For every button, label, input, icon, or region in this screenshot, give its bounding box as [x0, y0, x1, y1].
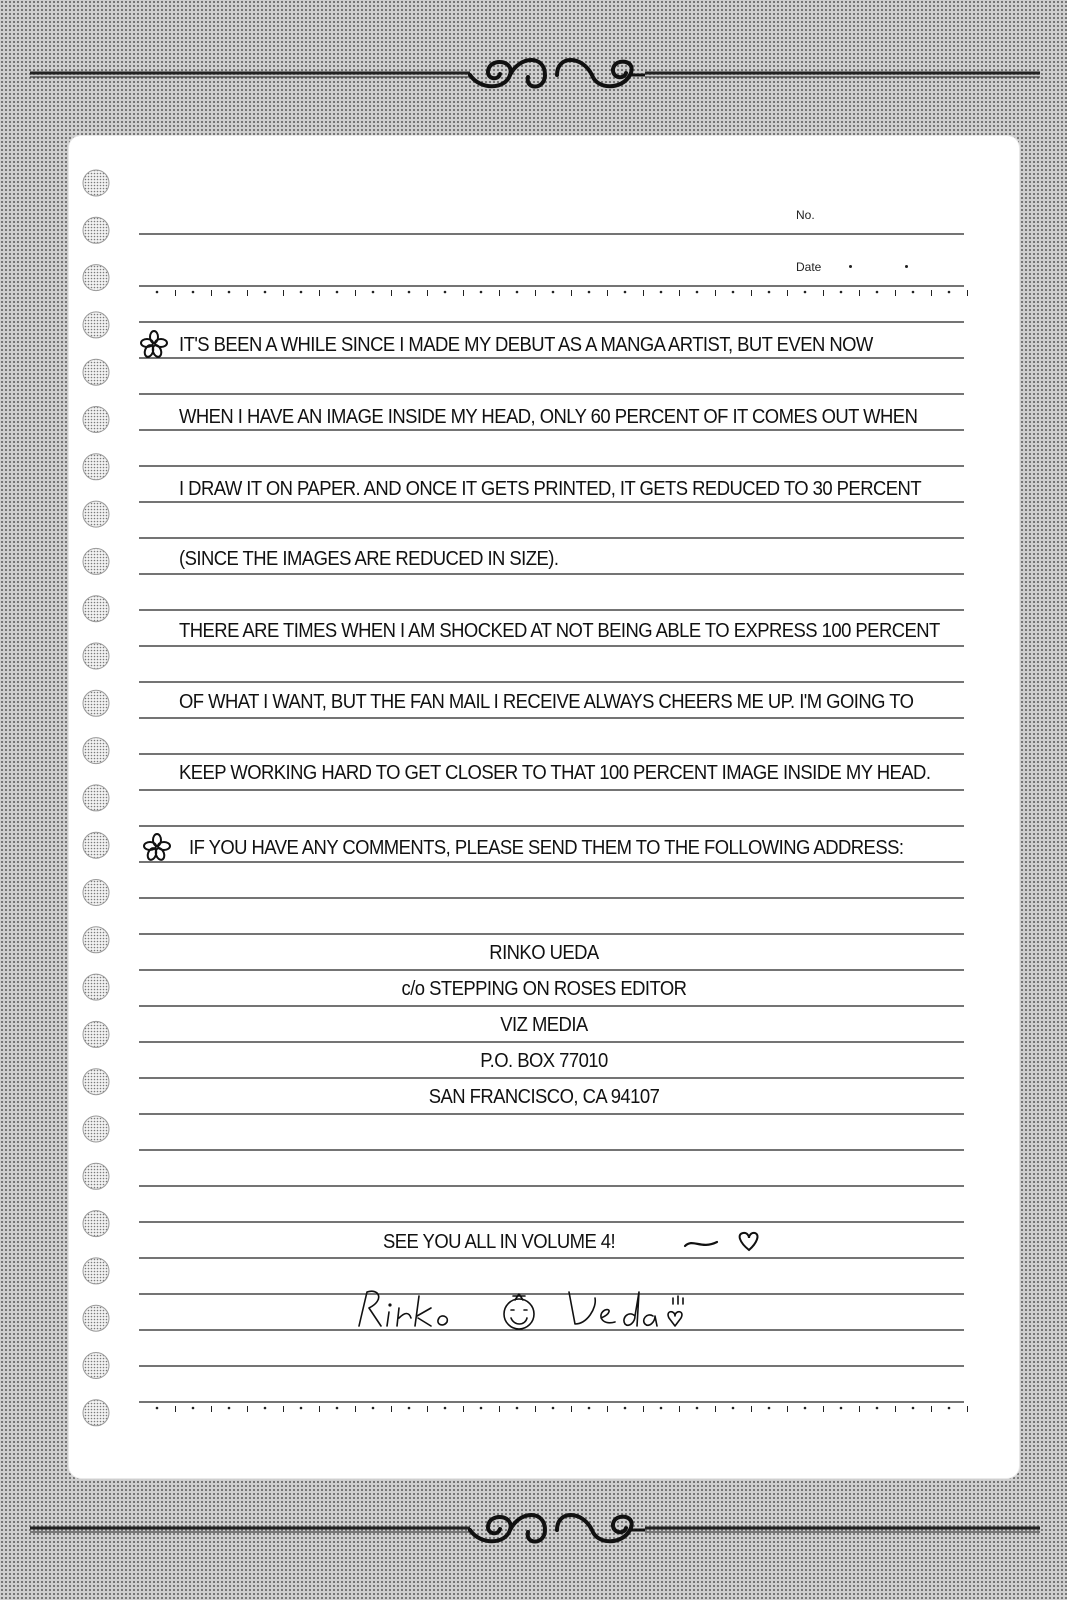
binder-hole [83, 1116, 109, 1142]
ruler-tick [787, 1406, 788, 1412]
ruler-dot [840, 291, 843, 294]
ruler-dot [192, 1407, 195, 1410]
top-ornament-divider [0, 45, 1067, 105]
address-line: SAN FRANCISCO, CA 94107 [428, 1085, 660, 1108]
ruler-dot [300, 291, 303, 294]
ruler-tick [571, 290, 572, 296]
binder-hole [83, 548, 109, 574]
ruler-tick [823, 290, 824, 296]
ruler-tick [427, 290, 428, 296]
ruler-dot [732, 291, 735, 294]
note-line: IF YOU HAVE ANY COMMENTS, PLEASE SEND THEM TO THE FOLLOWING ADDRESS: [189, 836, 904, 859]
ruler-tick [895, 290, 896, 296]
binder-hole [83, 170, 109, 196]
ruler-dot [876, 1407, 879, 1410]
ruler-dot [228, 1407, 231, 1410]
ruler-tick [931, 290, 932, 296]
ruler-dot [552, 1407, 555, 1410]
binder-hole [83, 927, 109, 953]
ruler-dot [444, 1407, 447, 1410]
ruler-tick [607, 290, 608, 296]
ruler-dot [192, 291, 195, 294]
ruler-tick [499, 1406, 500, 1412]
binder-hole [83, 265, 109, 291]
ruler-dot [696, 1407, 699, 1410]
ruler-dot [300, 1407, 303, 1410]
binder-hole [83, 1163, 109, 1189]
ruler-tick [751, 290, 752, 296]
binder-hole [83, 1211, 109, 1237]
ruler-tick [175, 290, 176, 296]
tilde-heart-icon [681, 1226, 761, 1256]
ruler-tick [535, 1406, 536, 1412]
notebook-page [69, 136, 1019, 1478]
ruler-dot [660, 1407, 663, 1410]
note-line: I DRAW IT ON PAPER. AND ONCE IT GETS PRINTED, IT GETS REDUCED TO 30 PERCENT [179, 477, 922, 500]
ruler-tick [211, 1406, 212, 1412]
ruler-tick [751, 1406, 752, 1412]
binder-hole [83, 1353, 109, 1379]
binder-hole [83, 974, 109, 1000]
ruler-dot [408, 1407, 411, 1410]
binder-hole [83, 217, 109, 243]
ruler-dot [264, 291, 267, 294]
ruler-dot [588, 291, 591, 294]
ruler-tick [895, 1406, 896, 1412]
binder-hole [83, 643, 109, 669]
ruler-dot [948, 1407, 951, 1410]
ruler-tick [787, 290, 788, 296]
binder-hole [83, 690, 109, 716]
note-line: IT'S BEEN A WHILE SINCE I MADE MY DEBUT AS A MANGA ARTIST, BUT EVEN NOW [179, 333, 873, 356]
ruler-tick [355, 290, 356, 296]
number-field-label: No. [796, 208, 815, 222]
handwritten-signature [339, 1278, 719, 1338]
ruler-dot [768, 291, 771, 294]
ruler-dot [696, 291, 699, 294]
binder-hole [83, 312, 109, 338]
ruler-tick [463, 290, 464, 296]
ruler-dot [480, 291, 483, 294]
ruler-tick [715, 1406, 716, 1412]
ruler-dot [408, 291, 411, 294]
ruler-dot [732, 1407, 735, 1410]
ruler-tick [391, 1406, 392, 1412]
binder-hole [83, 832, 109, 858]
ruler-dot [444, 291, 447, 294]
binder-hole [83, 785, 109, 811]
ruler-dot [876, 291, 879, 294]
ruler-tick [535, 290, 536, 296]
ruler-tick [571, 1406, 572, 1412]
ruler-tick [391, 290, 392, 296]
address-line: RINKO UEDA [489, 941, 599, 964]
ruler-tick [823, 1406, 824, 1412]
ruler-dot [372, 291, 375, 294]
ruler-tick [643, 1406, 644, 1412]
flower-bullet-icon [139, 329, 169, 359]
ruler-tick [859, 290, 860, 296]
ruler-dot [624, 291, 627, 294]
binder-hole [83, 454, 109, 480]
ruler-dot [516, 1407, 519, 1410]
binder-hole [83, 1400, 109, 1426]
note-line: THERE ARE TIMES WHEN I AM SHOCKED AT NOT BEING ABLE TO EXPRESS 100 PERCENT [179, 619, 940, 642]
flower-bullet-icon [142, 832, 172, 862]
address-line: P.O. BOX 77010 [480, 1049, 608, 1072]
ruler-tick [931, 1406, 932, 1412]
date-field-label: Date [796, 260, 822, 274]
binder-hole [83, 738, 109, 764]
ruler-dot [660, 291, 663, 294]
binder-hole [83, 1069, 109, 1095]
ruler-tick [175, 1406, 176, 1412]
binder-hole [83, 359, 109, 385]
ruler-tick [967, 1406, 968, 1412]
ruler-tick [607, 1406, 608, 1412]
closing-line: SEE YOU ALL IN VOLUME 4! [383, 1230, 616, 1253]
ruler-tick [967, 290, 968, 296]
ruler-dot [336, 291, 339, 294]
date-separator-dot [849, 265, 852, 268]
ruler-tick [679, 290, 680, 296]
ruler-tick [319, 1406, 320, 1412]
note-line: WHEN I HAVE AN IMAGE INSIDE MY HEAD, ONLY 60 PERCENT OF IT COMES OUT WHEN [179, 405, 918, 428]
ruler-dot [156, 291, 159, 294]
ruler-dot [228, 291, 231, 294]
ruler-dot [948, 291, 951, 294]
binder-hole [83, 407, 109, 433]
binder-hole [83, 1305, 109, 1331]
ruler-dot [912, 1407, 915, 1410]
ruler-tick [319, 290, 320, 296]
ruler-dot [588, 1407, 591, 1410]
binder-hole [83, 880, 109, 906]
binder-hole [83, 1258, 109, 1284]
ruler-tick [427, 1406, 428, 1412]
ruler-dot [372, 1407, 375, 1410]
ruler-dot [768, 1407, 771, 1410]
ruler-dot [624, 1407, 627, 1410]
bottom-ornament-divider [0, 1500, 1067, 1560]
note-line: OF WHAT I WANT, BUT THE FAN MAIL I RECEIVE ALWAYS CHEERS ME UP. I'M GOING TO [179, 690, 914, 713]
ruler-tick [859, 1406, 860, 1412]
binder-hole [83, 501, 109, 527]
binder-hole [83, 1021, 109, 1047]
ruler-dot [804, 1407, 807, 1410]
ruler-tick [247, 1406, 248, 1412]
ruler-dot [480, 1407, 483, 1410]
ruler-tick [283, 1406, 284, 1412]
ruler-tick [499, 290, 500, 296]
ruler-tick [355, 1406, 356, 1412]
ruler-tick [643, 290, 644, 296]
binder-hole [83, 596, 109, 622]
address-line: c/o STEPPING ON ROSES EDITOR [401, 977, 687, 1000]
ruler-tick [715, 290, 716, 296]
ruler-dot [516, 291, 519, 294]
ruler-dot [156, 1407, 159, 1410]
ruler-tick [283, 290, 284, 296]
ruler-tick [679, 1406, 680, 1412]
date-separator-dot [905, 265, 908, 268]
note-line: (SINCE THE IMAGES ARE REDUCED IN SIZE). [179, 547, 559, 570]
ruler-dot [804, 291, 807, 294]
address-line: VIZ MEDIA [500, 1013, 588, 1036]
ruler-tick [463, 1406, 464, 1412]
binder-holes [69, 136, 129, 1478]
ruler-dot [264, 1407, 267, 1410]
ruler-dot [336, 1407, 339, 1410]
note-line: KEEP WORKING HARD TO GET CLOSER TO THAT 100 PERCENT IMAGE INSIDE MY HEAD. [179, 761, 931, 784]
ruler-tick [247, 290, 248, 296]
ruler-dot [912, 291, 915, 294]
ruler-tick [211, 290, 212, 296]
ruler-dot [552, 291, 555, 294]
ruler-dot [840, 1407, 843, 1410]
